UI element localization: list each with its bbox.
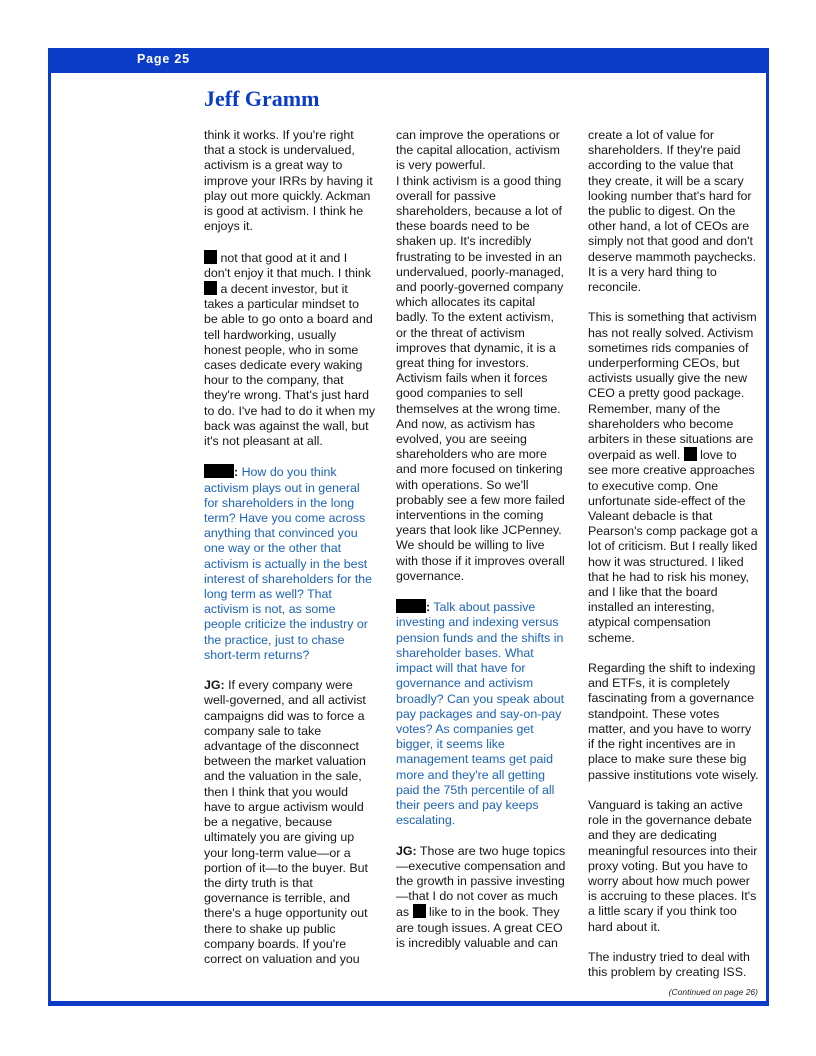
paragraph: The industry tried to deal with this problem by creating ISS.	[588, 949, 750, 980]
bottom-rule	[48, 1001, 769, 1006]
continued-note: (Continued on page 26)	[668, 987, 758, 997]
paragraph: Vanguard is taking an active role in the governance debate and they are dedicating meaningful resources into their proxy voting. But you have to worry about how much power is accruing to these places. It's a little scary if you think too hard about it.	[588, 797, 758, 934]
redaction-block	[413, 904, 426, 918]
paragraph: This is something that activism has not really solved. Activism sometimes rids companies of underperforming CEOs, but activists usually give the new CEO a pretty good package. Remember, many of the shareholders who become arbiters in these situations are overpaid as well. love to see more creative approaches to executive comp. One unfortunate side-effect of the Valeant debacle is that Pearson's comp package got a lot of criticism. But I really liked how it was structured. I liked that he had to risk his money, and I like that the board installed an interesting, atypical compensation scheme.	[588, 310, 758, 645]
redaction-block	[204, 281, 217, 295]
answer: JG: Those are two huge topics—executive compensation and the growth in passive investing—that I do not cover as much as like to in the book. They are tough issues. A great CEO is incredibly valuable and can	[396, 843, 566, 950]
paragraph: I think activism is a good thing overall for passive shareholders, because a lot of these boards need to be shaken up. It's incredibly frustrating to be invested in an undervalued, poorly-managed, and poorly-governed company which allocates its capital badly. To the extent activism, or the threat of activism improves that dynamic, it is a great thing for investors. Activism fails when it forces good companies to sell themselves at the wrong time. And now, as activism has evolved, you are seeing shareholders who are more and more focused on tinkering with operations. So we'll probably see a few more failed interventions in the coming years that look like JCPenney. We should be willing to live with those if it improves overall governance.	[396, 173, 565, 583]
article-title: Jeff Gramm	[204, 86, 320, 111]
interviewer-question: : How do you think activism plays out in general for shareholders in the long term? Have you come across anything that convinced you one way or the other that activism is actually in the best interest of shareholders for the long term as well? That activism is not, as some people criticize the industry or the practice, just to chase short-term returns?	[204, 465, 373, 662]
redaction-block	[684, 447, 697, 461]
column-3	[588, 128, 760, 996]
paragraph: Regarding the shift to indexing and ETFs, it is completely fascinating from a governance standpoint. These votes matter, and you have to worry if the right incentives are in place to make sure these big passive institutions vote wisely.	[588, 661, 759, 782]
column-1	[204, 128, 376, 982]
redaction-block	[204, 250, 217, 264]
paragraph: not that good at it and I don't enjoy it that much. I think a decent investor, but it takes a particular mindset to be able to go onto a board and tell hardworking, usually honest people, who in some cases dedicate every waking hour to the company, that they're wrong. That's just hard to do. I've had to do it when my back was against the wall, but it's not pleasant at all.	[204, 250, 376, 449]
answer: JG: If every company were well-governed, and all activist campaigns did was to force a company sale to take advantage of the disconnect between the market valuation and the valuation in the sale, then I think that you would have to argue activism would be a negative, because ultimately you are giving up your long-term value—or a portion of it—to the buyer. But the dirty truth is that governance is terrible, and there's a huge opportunity out there to shake up public company boards. If you're correct on valuation and you	[204, 678, 368, 966]
redaction-block	[396, 599, 426, 613]
redaction-block	[204, 464, 234, 478]
paragraph: can improve the operations or the capital allocation, activism is very powerful.	[396, 128, 560, 173]
paragraph: create a lot of value for shareholders. If they're paid according to the value that they create, it will be a scary looking number that's hard for the public to digest. On the other hand, a lot of CEOs are simply not that good and don't deserve mammoth paychecks. It is a very hard thing to reconcile.	[588, 128, 757, 295]
page-number: Page 25	[137, 52, 190, 66]
paragraph: think it works. If you're right that a stock is undervalued, activism is a great way to improve your IRRs by having it play out more quickly. Ackman is good at activism. I think he enjoys it.	[204, 128, 373, 234]
interviewer-question: : Talk about passive investing and indexing versus pension funds and the shifts in shareholder bases. What impact will that have for governance and activism broadly? Can you speak about pay packages and say-on-pay votes? As companies get bigger, it seems like management teams get paid more and they're all getting paid the 75th percentile of all their peers and pay keeps escalating.	[396, 600, 565, 828]
column-2	[396, 128, 568, 966]
